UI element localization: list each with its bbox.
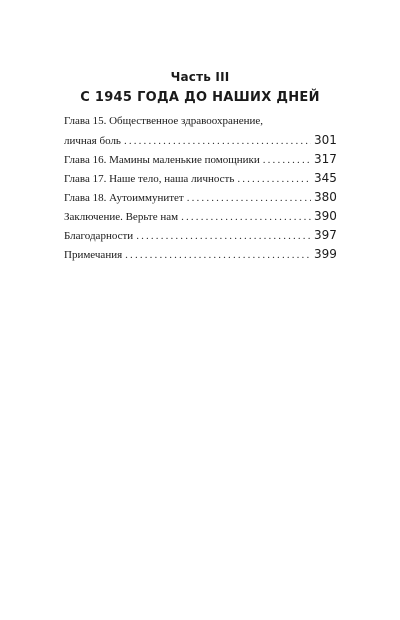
toc-leader-dots: [181, 208, 311, 227]
toc-entry-title: Глава 18. Аутоиммунитет: [64, 192, 184, 204]
toc-page-number: 399: [314, 247, 337, 261]
toc-entry: [64, 188, 336, 207]
toc-leader-dots: [263, 151, 311, 170]
toc-entry: [64, 207, 336, 226]
toc-entry: [64, 131, 336, 150]
toc-page-number: 380: [314, 190, 337, 204]
toc-entry-title: личная боль: [64, 135, 121, 147]
toc-page-number: 345: [314, 171, 337, 185]
toc-leader-dots: [187, 189, 311, 208]
part-title: С 1945 ГОДА ДО НАШИХ ДНЕЙ: [80, 90, 320, 105]
toc-entry-title: Примечания: [64, 249, 123, 261]
toc-page-number: 397: [314, 228, 337, 242]
toc-page-number: 390: [314, 209, 337, 223]
toc-entry-line1: Глава 15. Общественное здравоохранение,: [64, 115, 264, 127]
toc-leader-dots: [237, 170, 311, 189]
part-label: Часть III: [170, 70, 230, 84]
toc-entry: [64, 226, 336, 245]
table-of-contents: [64, 112, 336, 264]
toc-page-number: 301: [314, 133, 337, 147]
toc-leader-dots: [136, 227, 311, 246]
toc-entry: [64, 245, 336, 264]
toc-entry-title: Благодарности: [64, 230, 134, 242]
toc-page-number: 317: [314, 152, 337, 166]
toc-entry-title: Глава 17. Наше тело, наша личность: [64, 173, 235, 185]
toc-entry-title: Заключение. Верьте нам: [64, 211, 179, 223]
toc-entry: [64, 169, 336, 188]
toc-leader-dots: [124, 132, 311, 151]
toc-entry-title: Глава 16. Мамины маленькие помощники: [64, 154, 260, 166]
toc-leader-dots: [125, 246, 311, 265]
toc-entry: [64, 150, 336, 169]
